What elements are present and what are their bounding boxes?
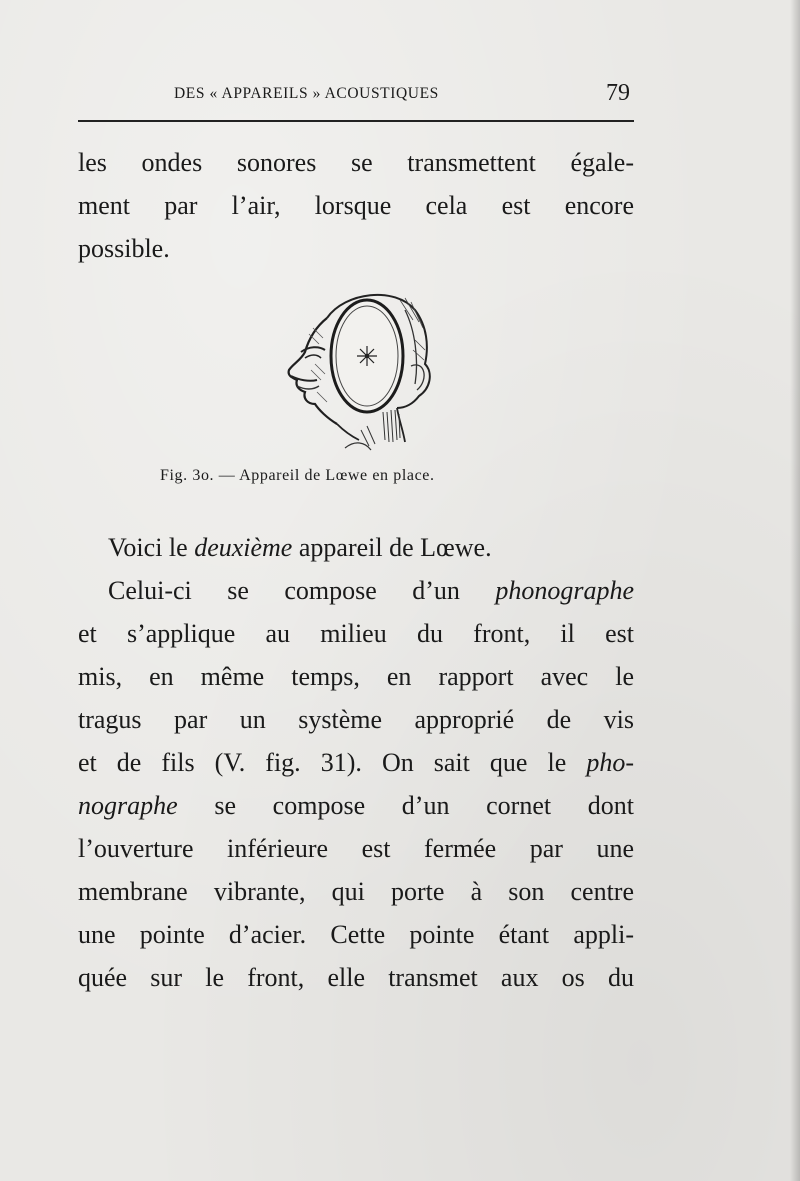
- text-line: une pointe d’acier. Cette pointe étant appli-: [78, 920, 634, 949]
- emphasis-text: phonographe: [495, 576, 634, 605]
- text-run: se compose d’un cornet dont: [177, 791, 634, 820]
- text-run: appareil de Lœwe.: [292, 533, 492, 562]
- text-run: et de fils (V. fig. 31). On sait que le: [78, 748, 587, 777]
- text-line: tragus par un système approprié de vis: [78, 705, 634, 734]
- emphasis-text: deuxième: [194, 533, 293, 562]
- text-line: membrane vibrante, qui porte à son centre: [78, 877, 634, 906]
- paragraph-continuation: [78, 141, 634, 270]
- text-line: et s’applique au milieu du front, il est: [78, 619, 634, 648]
- caption-dash: —: [218, 467, 236, 484]
- figure-caption: [160, 467, 435, 485]
- caption-text: Appareil de Lœwe en place.: [239, 467, 435, 484]
- text-run: Celui-ci se compose d’un: [108, 576, 496, 605]
- text-line: quée sur le front, elle transmet aux os du: [78, 963, 634, 992]
- text-line: possible.: [78, 234, 170, 263]
- running-head: DES « APPAREILS » ACOUSTIQUES: [174, 85, 439, 102]
- page-header: [78, 82, 634, 112]
- page-edge-shadow: [790, 0, 800, 1181]
- text-run: Voici le: [108, 533, 195, 562]
- header-rule: [78, 120, 634, 122]
- text-line: [78, 569, 634, 612]
- emphasis-text: nographe: [78, 791, 178, 820]
- page-number: 79: [606, 80, 630, 106]
- paragraph-voici: [78, 526, 634, 569]
- text-line: l’ouverture inférieure est fermée par une: [78, 834, 634, 863]
- text-line: [78, 784, 634, 827]
- text-line: mis, en même temps, en rapport avec le: [78, 662, 634, 691]
- emphasis-text: pho-: [586, 748, 634, 777]
- text-line: les ondes sonores se transmettent égale-: [78, 148, 634, 177]
- text-line: ment par l’air, lorsque cela est encore: [78, 191, 634, 220]
- figure-illustration: [265, 280, 445, 460]
- text-line: [78, 741, 634, 784]
- caption-label: Fig. 3o.: [160, 467, 215, 484]
- paragraph-celui-ci: [78, 569, 634, 999]
- text-line: [78, 526, 634, 569]
